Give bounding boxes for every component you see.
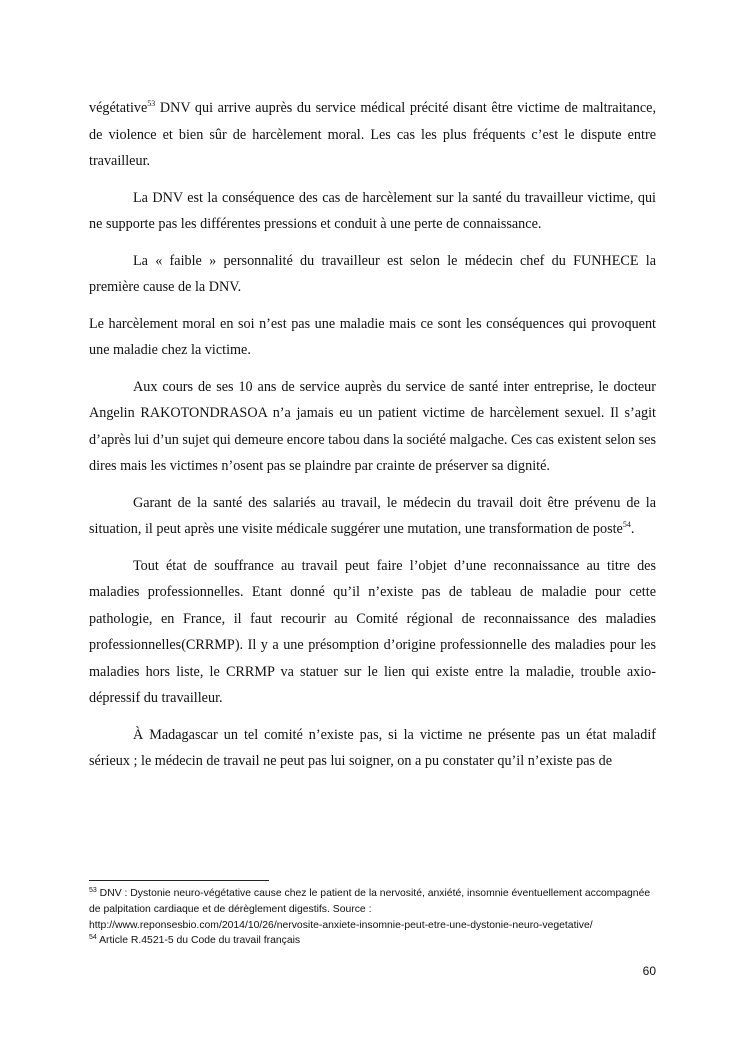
page-number: 60 (642, 964, 656, 978)
paragraph (89, 722, 656, 775)
paragraph (89, 553, 656, 712)
paragraph (89, 95, 656, 175)
footnote-53-text: DNV : Dystonie neuro-végétative cause chez le patient de la nervosité, anxiété, insomnie éventuellement accompagnée de palpitation cardiaque et de dérèglement digestifs. Source : (89, 888, 651, 915)
body-text (89, 95, 656, 785)
paragraph-text: La DNV est la conséquence des cas de harcèlement sur la santé du travailleur victime, qui ne supporte pas les différentes pressions et conduit à une perte de connaissance. (89, 189, 656, 232)
footnote-53-url[interactable]: http://www.reponsesbio.com/2014/10/26/nervosite-anxiete-insomnie-peut-etre-une-dystonie-neuro-vegetative/ (89, 919, 593, 931)
footnote-separator (89, 880, 269, 881)
footnote-reference[interactable]: 53 (147, 99, 156, 108)
footnote-54-text: Article R.4521-5 du Code du travail français (96, 935, 301, 947)
paragraph (89, 248, 656, 301)
paragraph-text: Tout état de souffrance au travail peut faire l’objet d’une reconnaissance au titre des maladies professionnelles. Etant donné qu’il n’existe pas de tableau de maladie pour cette pathologie, en France, il faut recourir au Comité régional de reconnaissance des maladies professionnelles(CRRMP). Il y a une présomption d’origine professionnelle des maladies pour les maladies hors liste, le CRRMP va statuer sur le lien qui existe entre la maladie, trouble axio-dépressif du travailleur. (89, 557, 656, 706)
footnote-53 (89, 886, 659, 918)
footnote-marker-54: 54 (89, 934, 97, 942)
paragraph-text: . (630, 521, 635, 537)
paragraph-text: À Madagascar un tel comité n’existe pas, si la victime ne présente pas un état maladif sérieux ; le médecin de travail ne peut pas lui soigner, on a pu constater qu’il n’existe pas de (89, 726, 656, 769)
paragraph (89, 185, 656, 238)
paragraph (89, 311, 656, 364)
footnote-marker-53: 53 (89, 887, 97, 894)
paragraph-text: La « faible » personnalité du travailleur est selon le médecin chef du FUNHECE la première cause de la DNV. (89, 252, 656, 295)
paragraph (89, 490, 656, 543)
paragraph-text: Aux cours de ses 10 ans de service auprès du service de santé inter entreprise, le docteur Angelin RAKOTONDRASOA n’a jamais eu un patient victime de harcèlement sexuel. Il s’agit d’après lui d’un sujet qui demeure encore tabou dans la société malgache. Ces cas existent selon ses dires mais les victimes n’osent pas se plaindre par crainte de préserver sa dignité. (89, 378, 656, 474)
paragraph (89, 374, 656, 480)
footnote-reference[interactable]: 54 (622, 520, 631, 529)
footnote-54 (89, 933, 659, 949)
paragraph-text: végétative (89, 100, 148, 116)
footnotes (89, 886, 659, 949)
paragraph-text: Le harcèlement moral en soi n’est pas une maladie mais ce sont les conséquences qui provoquent une maladie chez la victime. (89, 315, 656, 358)
paragraph-text: Garant de la santé des salariés au travail, le médecin du travail doit être prévenu de la situation, il peut après une visite médicale suggérer une mutation, une transformation de poste (89, 494, 656, 537)
paragraph-text: DNV qui arrive auprès du service médical précité disant être victime de maltraitance, de violence et bien sûr de harcèlement moral. Les cas les plus fréquents c’est le dispute entre travailleur. (89, 100, 656, 169)
